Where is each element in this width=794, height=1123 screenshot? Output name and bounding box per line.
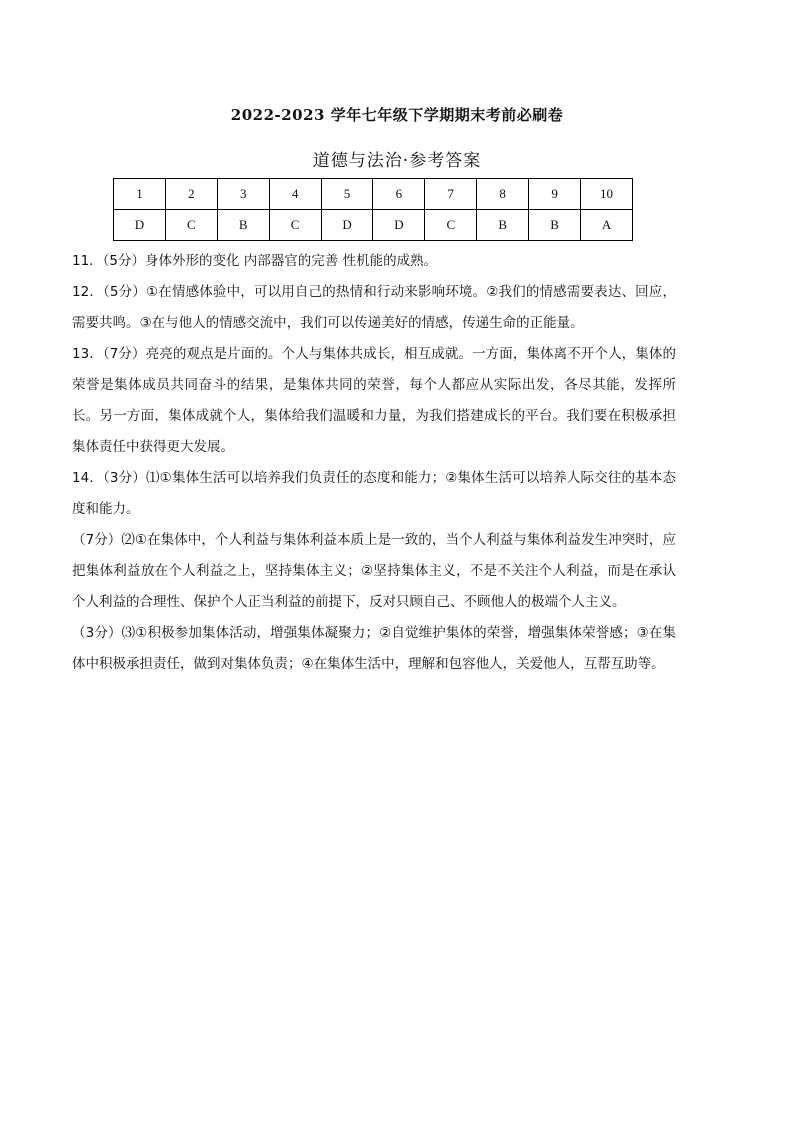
answer-cell: D: [321, 210, 373, 241]
answer-item-14-part-1: 14．（3分）⑴①集体生活可以培养我们负责任的态度和能力；②集体生活可以培养人际交往的基本态度和能力。: [72, 470, 676, 517]
answer-cell: D: [114, 210, 166, 241]
answer-row: [114, 210, 633, 241]
question-number-cell: 3: [217, 179, 269, 210]
question-number-cell: 5: [321, 179, 373, 210]
answer-table: [113, 178, 633, 241]
answer-cell: B: [217, 210, 269, 241]
question-number-cell: 7: [425, 179, 477, 210]
question-number-cell: 4: [269, 179, 321, 210]
question-number-cell: 10: [581, 179, 633, 210]
question-number-cell: 8: [477, 179, 529, 210]
question-number-cell: 9: [529, 179, 581, 210]
question-number-row: [114, 179, 633, 210]
answer-item-13: 13．（7分）亮亮的观点是片面的。个人与集体共成长，相互成就。一方面，集体离不开个人，集体的荣誉是集体成员共同奋斗的结果，是集体共同的荣誉，每个人都应从实际出发，各尽其能，发挥所长。另一方面，集体成就个人，集体给我们温暖和力量，为我们搭建成长的平台。我们要在积极承担集体责任中获得更大发展。: [72, 346, 676, 455]
question-number-cell: 6: [373, 179, 425, 210]
answer-cell: C: [165, 210, 217, 241]
answer-item-12: 12．（5分）①在情感体验中，可以用自己的热情和行动来影响环境。②我们的情感需要表达、回应，需要共鸣。③在与他人的情感交流中，我们可以传递美好的情感，传递生命的正能量。: [72, 284, 676, 331]
answer-explanations: [72, 246, 676, 680]
answer-cell: A: [581, 210, 633, 241]
answer-item-11: 11．（5分）身体外形的变化 内部器官的完善 性机能的成熟。: [72, 253, 438, 269]
answer-cell: C: [425, 210, 477, 241]
answer-cell: C: [269, 210, 321, 241]
document-subtitle: 道德与法治·参考答案: [312, 151, 482, 171]
question-number-cell: 2: [165, 179, 217, 210]
question-number-cell: 1: [114, 179, 166, 210]
document-title: 2022-2023 学年七年级下学期期末考前必刷卷: [230, 106, 564, 124]
answer-cell: D: [373, 210, 425, 241]
answer-item-14-part-2: （7分）⑵①在集体中，个人利益与集体利益本质上是一致的，当个人利益与集体利益发生冲突时，应把集体利益放在个人利益之上，坚持集体主义；②坚持集体主义，不是不关注个人利益，而是在承认个人利益的合理性、保护个人正当利益的前提下，反对只顾自己、不顾他人的极端个人主义。: [72, 532, 676, 610]
answer-cell: B: [529, 210, 581, 241]
answer-item-14-part-3: （3分）⑶①积极参加集体活动，增强集体凝聚力；②自觉维护集体的荣誉，增强集体荣誉感；③在集体中积极承担责任，做到对集体负责；④在集体生活中，理解和包容他人，关爱他人，互帮互助等。: [72, 625, 676, 672]
answer-cell: B: [477, 210, 529, 241]
